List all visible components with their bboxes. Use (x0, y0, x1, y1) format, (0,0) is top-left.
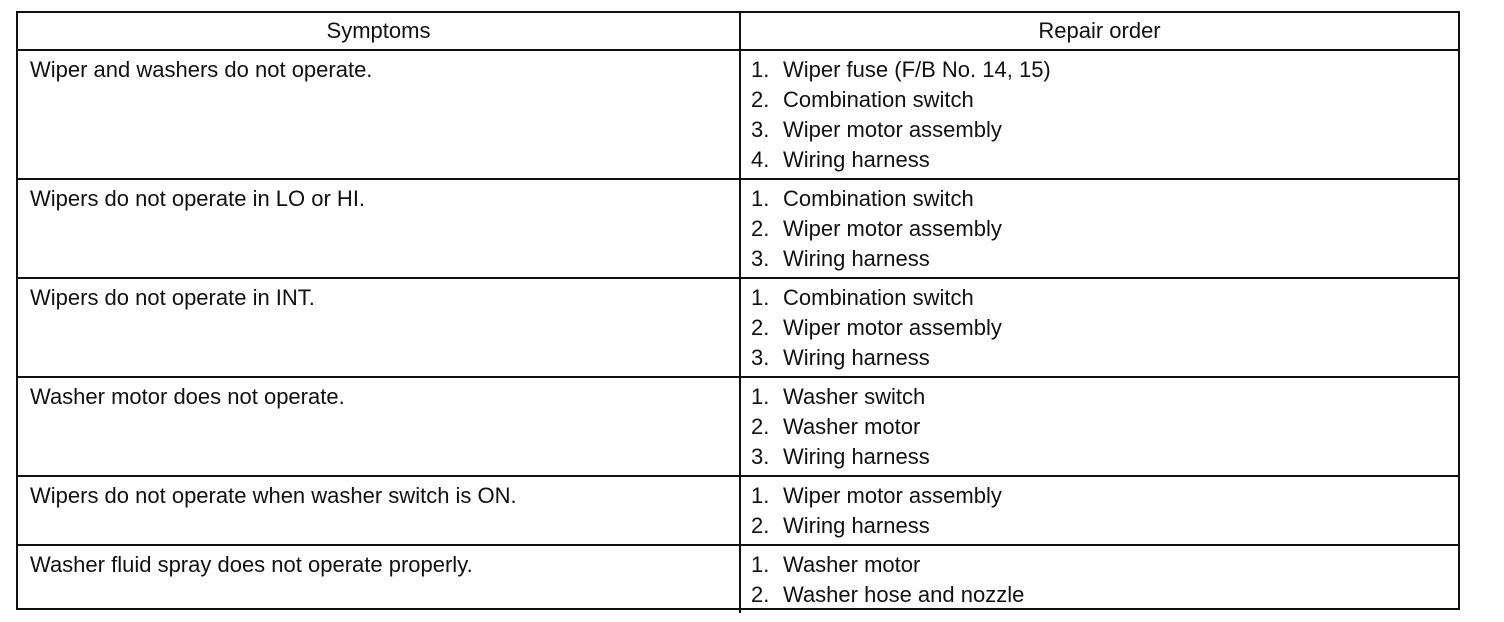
repair-order-cell (740, 476, 1458, 545)
table-row (18, 179, 1458, 278)
repair-step (751, 313, 1458, 343)
header-row (18, 13, 1458, 50)
repair-step (751, 412, 1458, 442)
step-number: 2. (751, 315, 770, 340)
repair-step (751, 85, 1458, 115)
step-text: Washer hose and nozzle (783, 582, 1025, 607)
symptom-text: Washer motor does not operate. (30, 384, 345, 409)
step-number: 3. (751, 246, 770, 271)
step-text: Washer switch (783, 384, 926, 409)
symptom-cell (18, 377, 740, 476)
symptom-text: Wiper and washers do not operate. (30, 57, 373, 82)
repair-step (751, 244, 1458, 274)
step-number: 2. (751, 87, 770, 112)
repair-order-cell (740, 545, 1458, 613)
step-text: Wiring harness (783, 444, 930, 469)
step-text: Combination switch (783, 186, 974, 211)
table-row (18, 377, 1458, 476)
step-text: Wiper motor assembly (783, 483, 1002, 508)
repair-step (751, 511, 1458, 541)
symptom-text: Washer fluid spray does not operate properly. (30, 552, 473, 577)
repair-step (751, 184, 1458, 214)
table-header (18, 13, 1458, 50)
repair-step (751, 283, 1458, 313)
step-text: Wiper fuse (F/B No. 14, 15) (783, 57, 1051, 82)
step-number: 2. (751, 216, 770, 241)
step-number: 2. (751, 513, 770, 538)
repair-steps-list (741, 279, 1458, 373)
repair-order-cell (740, 179, 1458, 278)
step-text: Wiring harness (783, 246, 930, 271)
table-row (18, 278, 1458, 377)
symptom-cell (18, 278, 740, 377)
step-number: 1. (751, 186, 770, 211)
step-number: 3. (751, 345, 770, 370)
step-number: 3. (751, 444, 770, 469)
step-text: Combination switch (783, 87, 974, 112)
step-number: 2. (751, 582, 770, 607)
repair-steps-list (741, 546, 1458, 610)
symptom-text: Wipers do not operate when washer switch is ON. (30, 483, 517, 508)
header-repair-order: Repair order (740, 13, 1458, 50)
step-text: Wiring harness (783, 345, 930, 370)
step-text: Wiper motor assembly (783, 117, 1002, 142)
repair-step (751, 481, 1458, 511)
step-text: Combination switch (783, 285, 974, 310)
repair-step (751, 343, 1458, 373)
step-text: Wiring harness (783, 147, 930, 172)
repair-step (751, 214, 1458, 244)
step-text: Washer motor (783, 552, 921, 577)
table-row (18, 545, 1458, 613)
repair-step (751, 442, 1458, 472)
step-number: 2. (751, 414, 770, 439)
header-symptoms: Symptoms (18, 13, 740, 50)
table-row (18, 476, 1458, 545)
symptom-cell (18, 476, 740, 545)
step-text: Wiper motor assembly (783, 315, 1002, 340)
symptom-cell (18, 50, 740, 179)
step-number: 1. (751, 57, 770, 82)
repair-step (751, 382, 1458, 412)
repair-steps-list (741, 51, 1458, 175)
repair-order-cell (740, 377, 1458, 476)
repair-step (751, 55, 1458, 85)
symptom-text: Wipers do not operate in INT. (30, 285, 315, 310)
symptom-text: Wipers do not operate in LO or HI. (30, 186, 366, 211)
symptom-cell (18, 545, 740, 613)
repair-step (751, 145, 1458, 175)
repair-steps-list (741, 477, 1458, 541)
step-number: 1. (751, 384, 770, 409)
table-row (18, 50, 1458, 179)
troubleshooting-table (18, 13, 1458, 613)
step-text: Wiper motor assembly (783, 216, 1002, 241)
table-body (18, 50, 1458, 613)
step-text: Wiring harness (783, 513, 930, 538)
step-number: 4. (751, 147, 770, 172)
step-text: Washer motor (783, 414, 921, 439)
repair-order-cell (740, 278, 1458, 377)
repair-order-cell (740, 50, 1458, 179)
step-number: 1. (751, 483, 770, 508)
step-number: 3. (751, 117, 770, 142)
troubleshooting-table-frame (16, 11, 1460, 610)
repair-steps-list (741, 378, 1458, 472)
step-number: 1. (751, 285, 770, 310)
repair-step (751, 115, 1458, 145)
step-number: 1. (751, 552, 770, 577)
repair-step (751, 580, 1458, 610)
repair-steps-list (741, 180, 1458, 274)
symptom-cell (18, 179, 740, 278)
repair-step (751, 550, 1458, 580)
